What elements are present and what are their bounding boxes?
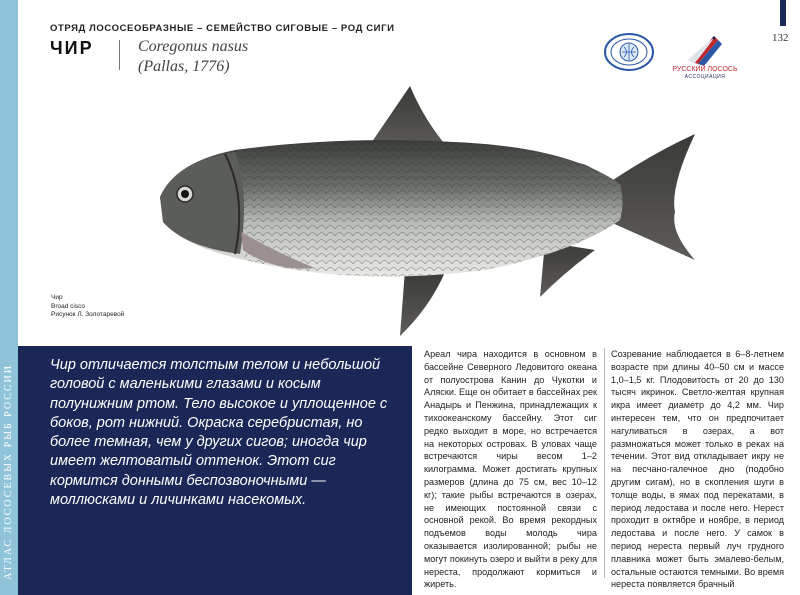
broad-cisco-fish-illustration: [155, 82, 705, 340]
caption-english: Broad cisco: [51, 302, 85, 310]
logo-subtitle: АССОЦИАЦИЯ: [684, 74, 726, 80]
caption-russian: Чир: [51, 294, 63, 301]
side-strip: [0, 0, 18, 595]
column-divider: [604, 348, 605, 578]
title-divider: [119, 40, 120, 70]
lead-paragraph: Чир отличается толстым телом и небольшой головой с маленькими глазами и косым полунижним ртом. Тело высокое и уплощенное с боков, рот нижний. Окраска серебристая, но более темная, чем у других сигов; иногда чир имеет желтоватый оттенок. Этот сиг кормится донными беспозвоночными — моллюсками и личинками насекомых.: [50, 357, 388, 509]
page-number: 132: [772, 32, 789, 44]
globe-emblem-icon: [603, 32, 655, 72]
page-bookmark: [780, 0, 786, 26]
logo-name: РУССКИЙ ЛОСОСЬ: [672, 66, 738, 73]
atlas-vertical-title: АТЛАС ЛОСОСЕВЫХ РЫБ РОССИИ: [3, 364, 14, 580]
caption-credit: Рисунок Л. Золотаревой: [51, 311, 125, 318]
latin-name-block: [138, 37, 248, 77]
latin-author: (Pallas, 1776): [138, 58, 230, 75]
species-title: ЧИР: [50, 38, 94, 58]
figure-caption: [51, 294, 124, 320]
latin-name: Coregonus nasus: [138, 38, 249, 55]
taxonomy-breadcrumb: ОТРЯД ЛОСОСЕОБРАЗНЫЕ – СЕМЕЙСТВО СИГОВЫЕ – РОД СИГИ: [50, 23, 395, 34]
body-column-1: Ареал чира находится в основном в бассейне Северного Ледовитого океана от полуострова Канин до Чукотки и Аляски. Еще он обитает в бассейнах рек Анадырь и Пенжина, принадлежащих к тихоокеанскому бассейну. Этот сиг редко выходит в море, но встречается на некоторых островах. В уловах чаще встречаются чиры весом 1–2 килограмма. Может достигать крупных размеров (длина до 75 см, вес 10–12 кг); такие рыбы встречаются в озерах, не имеющих постоянной связи с основной рекой. Во время рекордных подъемов воды молодь чира оказывается изолированной; рыбы не могут покинуть озеро и выйти в реку для нереста, продолжают кормиться и жиреть.: [424, 349, 597, 590]
body-column-2: Созревание наблюдается в 6–8-летнем возрасте при длины 40–50 см и массе 1,0–1,5 кг. Плодовитость от 20 до 130 тысяч икринок. Светло-желтая крупная икра имеет диаметр до 4,2 мм. Чир интересен тем, что он предпочитает нагуливаться в озерах, а вот размножаться может только в реках на течении. Этот вид откладывает икру не на песчано-галечное дно (подобно другим сигам), но в скопления шуги в толще воды, в ямах под перекатами, в период ледостава и после него. Нерест проходит в октябре и ноябре, в период ледостава и после него. У самок в период нереста первый луч грудного плавника может быть эмалево-белым, остальные остаются темными. Во время нереста появляется брачный: [611, 349, 784, 590]
